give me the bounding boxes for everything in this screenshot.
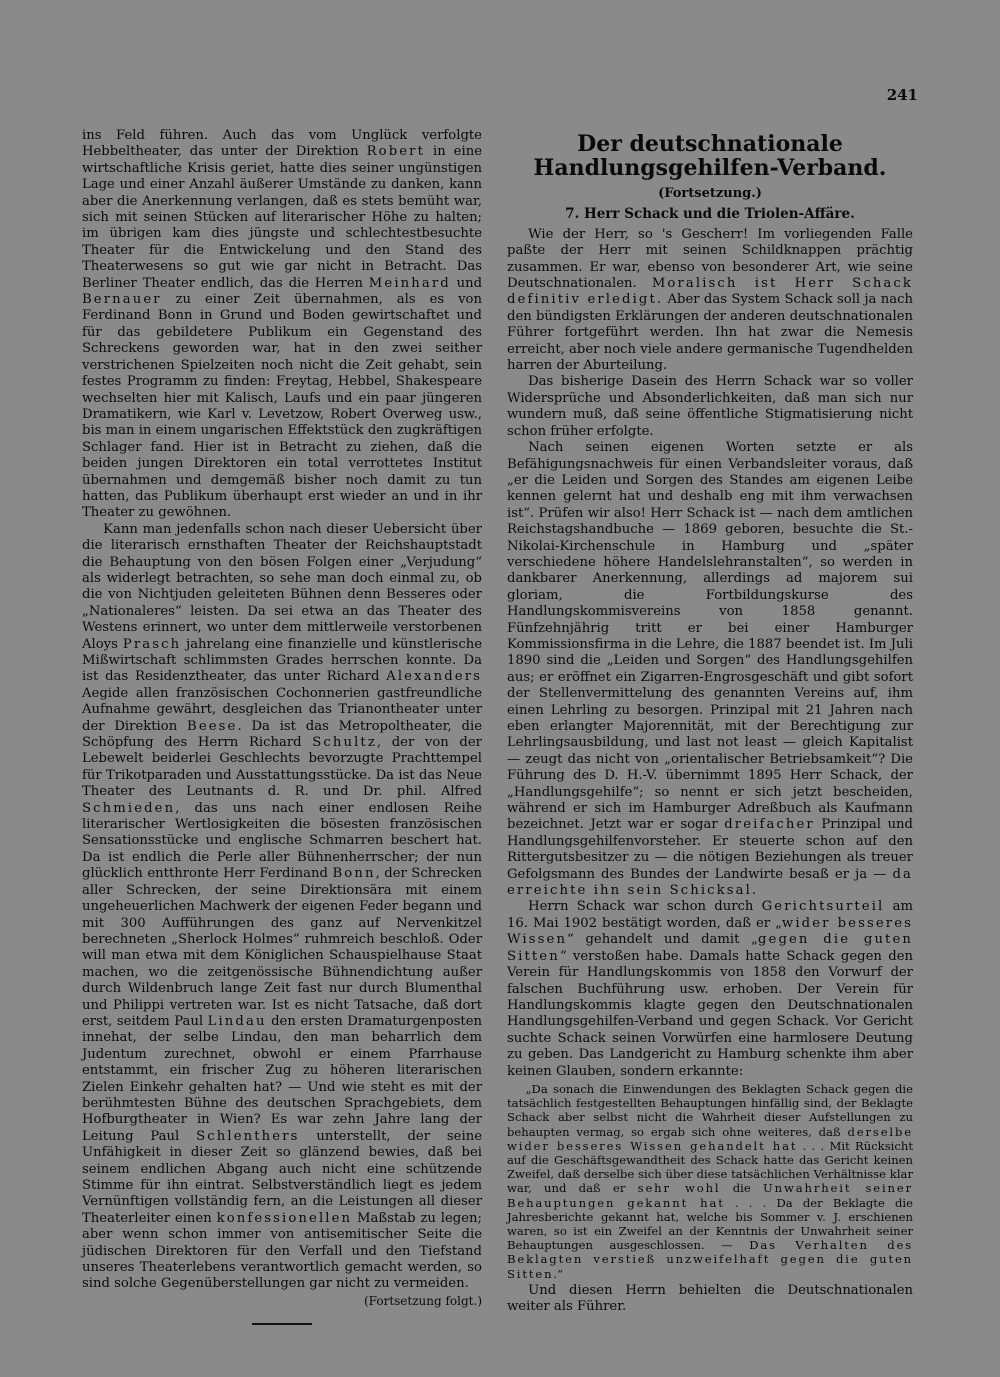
spaced-emphasis: dreifacher <box>724 817 815 833</box>
right-paragraph-1: Wie der Herr, so 's Gescherr! Im vorliegenden Falle paßte der Herr mit seinen Schildknappen prächtig zusammen. Er war, ebenso von besonderer Art, wie seine Deutschnationalen. Moralisch ist Herr Schack definitiv erledigt. Aber das System Schack soll ja nach den bündigsten Erklärungen der anderen deutschnationalen Führer fortgeführt werden. Ihn hat zwar die Nemesis erreicht, aber noch viele andere germanische Tugendhelden harren der Aburteilung. <box>507 226 913 374</box>
spaced-emphasis: Schmieden <box>82 800 176 816</box>
end-rule <box>252 1323 312 1325</box>
spaced-emphasis: da erreichte ihn sein Schicksal. <box>507 866 913 899</box>
right-column <box>507 128 913 1316</box>
spaced-emphasis: Lindau <box>207 1013 267 1029</box>
left-paragraph-2: Kann man jedenfalls schon nach dieser Uebersicht über die literarisch ernsthaften Theater der Reichshauptstadt die Behauptung von den bösen Folgen einer „Verjudung“ als widerlegt betrachten, so sehe man doch einmal zu, ob die von Nichtjuden geleiteten Bühnen denn Besseres oder „Nationaleres“ leisten. Da sei etwa an das Theater des Westens erinnert, wo unter dem mittlerweile verstorbenen Aloys Prasch jahrelang eine finanzielle und künstlerische Mißwirtschaft schlimmsten Grades herrschen konnte. Da ist das Residenztheater, das unter Richard Alexanders Aegide allen französischen Cochonnerien gastfreundliche Aufnahme gewährt, desgleichen das Trianontheater unter der Direktion Beese. Da ist das Metropoltheater, die Schöpfung des Herrn Richard Schultz, der von der Lebewelt beiderlei Geschlechts bevorzugte Prachttempel für Trikotparaden und Ausstattungsstücke. Da ist das Neue Theater des Leutnants d. R. und Dr. phil. Alfred Schmieden, das uns nach einer endlosen Reihe literarischer Wertlosigkeiten die bösesten französischen Sensationsstücke und englische Schmarren beschert hat. Da ist endlich die Perle aller Bühnenherrscher; der nun glücklich entthronte Herr Ferdinand Bonn, der Schrecken aller Schrecken, der seine Direktionsära mit einem ungeheuerlichen Machwerk der eigenen Feder begann und mit 300 Aufführungen des ganz auf Nervenkitzel berechneten „Sherlock Holmes“ ruhmreich beschloß. Oder will man etwa mit dem Königlichen Schauspielhause Staat machen, wo die zeitgenössische Bühnendichtung außer durch Wildenbruch lange Zeit fast nur durch Blumenthal und Philippi vertreten war. Ist es nicht Tatsache, daß dort erst, seitdem Paul Lindau den ersten Dramaturgenposten innehat, der selbe Lindau, den man beharrlich dem Judentum zurechnet, obwohl er einem Pfarrhause entstammt, ein frischer Zug zu höheren literarischen Zielen Einkehr gehalten hat? — Und wie steht es mit der berühmtesten Bühne des deutschen Sprachgebiets, dem Hofburgtheater in Wien? Es war zehn Jahre lang der Leitung Paul Schlenthers unterstellt, der seine Unfähigkeit in dieser Zeit so glänzend bewies, daß bei seinem endlichen Abgang auch nicht eine schützende Stimme für ihn eintrat. Selbstverständlich liegt es jedem Vernünftigen vollständig fern, an die Leistungen all dieser Theaterleiter einen konfessionellen Maßstab zu legen; aber wenn schon immer von antisemitischer Seite die jüdischen Direktoren für den Verfall und den Tiefstand unseres Theaterlebens verantwortlich gemacht werden, so sind solche Gegenüberstellungen gar nicht zu vermeiden. <box>82 521 483 1292</box>
continued-note: (Fortsetzung folgt.) <box>364 1293 482 1308</box>
spaced-emphasis: sehr wohl <box>637 1181 721 1196</box>
left-paragraph-1: ins Feld führen. Auch das vom Unglück verfolgte Hebbeltheater, das unter der Direktion Robert in eine wirtschaftliche Krisis geriet, hatte dies seiner ungünstigen Lage und einer Anzahl äußerer Umstände zu danken, kann aber die Anerkennung verlangen, daß es stets bemüht war, sich mit seinen Stücken auf literarischer Höhe zu halten; im übrigen kam dies jüngste und schlechtestbesuchte Theater für die Entwickelung und den Stand des Theaterwesens so gut wie gar nicht in Betracht. Das Berliner Theater endlich, das die Herren Meinhard und Bernauer zu einer Zeit übernahmen, als es von Ferdinand Bonn in Grund und Boden gewirtschaftet und für das gebildetere Publikum ein Gegenstand des Schreckens geworden war, hat in den zwei seither verstrichenen Spielzeiten noch nicht die Zeit gehabt, sein festes Programm zu finden: Freytag, Hebbel, Shakespeare wechselten hier mit Kalisch, Laufs und ein paar jüngeren Dramatikern, wie Karl v. Levetzow, Robert Overweg usw., bis man in einem ungarischen Effektstück den zugkräftigen Schlager fand. Hier ist in Betracht zu ziehen, daß die beiden jungen Direktoren ein total verrottetes Institut übernahmen und demgemäß bisher noch damit zu tun hatten, das Publikum überhaupt erst wieder an und in ihr Theater zu gewöhnen. <box>82 128 483 521</box>
spaced-emphasis: Schultz <box>312 735 377 751</box>
spaced-emphasis: konfessionellen <box>216 1210 353 1226</box>
spaced-emphasis: gegen die guten Sitten <box>507 932 913 964</box>
section-heading: 7. Herr Schack und die Triolen-Affäre. <box>565 206 855 223</box>
spaced-emphasis: Alexanders <box>386 669 482 685</box>
spaced-emphasis: wider besseres Wissen <box>507 915 913 948</box>
left-column <box>82 128 482 1325</box>
article-title: Der deutschnationale Handlungsgehilfen-Verband. <box>533 131 887 181</box>
spaced-emphasis: Schlenthers <box>196 1128 300 1144</box>
spaced-emphasis: Bonn <box>332 866 376 882</box>
right-paragraph-2: Das bisherige Dasein des Herrn Schack war so voller Widersprüche und Absonderlichkeiten, daß man sich nur wundern muß, daß seine öffentliche Stigmatisierung nicht schon früher erfolgte. <box>507 374 913 439</box>
page-number: 241 <box>886 86 918 104</box>
right-paragraph-4: Herrn Schack war schon durch Gerichtsurteil am 16. Mai 1902 bestätigt worden, daß er „wider besseres Wissen“ gehandelt und damit „gegen die guten Sitten“ verstoßen habe. Damals hatte Schack gegen den Verein für Handlungskommis von 1858 den Vorwurf der falschen Buchführung usw. erhoben. Der Verein für Handlungskommis klagte gegen den Deutschnationalen Handlungsgehilfen-Verband und gegen Schack. Vor Gericht suchte Schack seinen Vorwürfen eine harmlosere Deutung zu geben. Das Landgericht zu Hamburg schenkte ihm aber keinen Glauben, sondern erkannte: <box>507 899 914 1079</box>
spaced-emphasis: derselbe wider besseres Wissen gehandelt hat <box>507 1124 913 1153</box>
court-quote <box>507 1082 913 1281</box>
spaced-emphasis: Meinhard <box>368 275 451 291</box>
closing-paragraph: Und diesen Herrn behielten die Deutschnationalen weiter als Führer. <box>507 1282 913 1315</box>
right-paragraph-3: Nach seinen eigenen Worten setzte er als Befähigungsnachweis für einen Verbandsleiter voraus, daß „er die Leiden und Sorgen des Standes am eigenen Leibe kennen gelernt hat und deshalb eng mit ihm verwachsen ist“. Prüfen wir also! Herr Schack ist — nach dem amtlichen Reichstagshandbuche — 1869 geboren, besuchte die St.-Nikolai-Kirchenschule in Hamburg und „später verschiedene höhere Handelslehranstalten“, so werden in dankbarer Anerkennung, allerdings ad majorem sui gloriam, die Fortbildungskurse des Handlungskommisvereins von 1858 genannt. Fünfzehnjährig tritt er bei einer Hamburger Kommissionsfirma in die Lehre, die 1887 beendet ist. Im Juli 1890 sind die „Leiden und Sorgen“ des Handlungsgehilfen aus; er eröffnet ein Zigarren-Engrosgeschäft und gibt sofort der Stellenvermittelung des genannten Vereins auf, ihm einen Lehrling zu besorgen. Prinzipal mit 21 Jahren nach eben erlangter Majorennität, mit der Berechtigung zur Lehrlingsausbildung, und last not least — gleich Kapitalist — zeugt das nicht von „orientalischer Betriebsamkeit“? Die Führung des D. H.-V. übernimmt 1895 Herr Schack, der „Handlungsgehilfe“; so nennt er sich jetzt bescheiden, während er sich im Hamburger Adreßbuch als Kaufmann bezeichnet. Jetzt war er sogar dreifacher Prinzipal und Handlungsgehilfenvorsteher. Er steuerte schon auf den Rittergutsbesitzer zu — die nötigen Beziehungen als treuer Gefolgsmann des Bundes der Landwirte besaß er ja — da erreichte ihn sein Schicksal. <box>507 440 913 899</box>
spaced-emphasis: Bernauer <box>82 292 162 308</box>
spaced-emphasis: Gerichtsurteil <box>761 899 885 915</box>
article-subtitle: (Fortsetzung.) <box>658 186 762 201</box>
spaced-emphasis: Unwahrheit seiner Behauptungen gekannt hat <box>507 1181 913 1210</box>
spaced-emphasis: Robert <box>366 144 425 160</box>
spaced-emphasis: Beese <box>187 718 238 734</box>
court-quote-text: „Da sonach die Einwendungen des Beklagten Schack gegen die tatsächlich festgestellten Behauptungen hinfällig sind, der Beklagte Schack aber selbst nicht die Wahrheit dieser Aufstellungen zu behaupten vermag, so ergab sich ohne weiteres, daß derselbe wider besseres Wissen gehandelt hat . . . Mit Rücksicht auf die Geschäftsgewandtheit des Schack hatte das Gericht keinen Zweifel, daß derselbe sich über diese tatsächlichen Verhältnisse klar war, und daß er sehr wohl die Unwahrheit seiner Behauptungen gekannt hat . . . Da der Beklagte die Jahresberichte gekannt hat, welche bis Sommer v. J. erschienen waren, so ist ein Zweifel an der Kenntnis der Unwahrheit seiner Behauptungen ausgeschlossen. — Das Verhalten des Beklagten verstieß unzweifelhaft gegen die guten Sitten.“ <box>507 1081 913 1281</box>
spaced-emphasis: Prasch <box>122 636 182 652</box>
spaced-emphasis: Moralisch ist Herr Schack definitiv erledigt. <box>507 276 913 308</box>
spaced-emphasis: Das Verhalten des Beklagten verstieß unzweifelhaft gegen die guten Sitten <box>507 1238 913 1281</box>
